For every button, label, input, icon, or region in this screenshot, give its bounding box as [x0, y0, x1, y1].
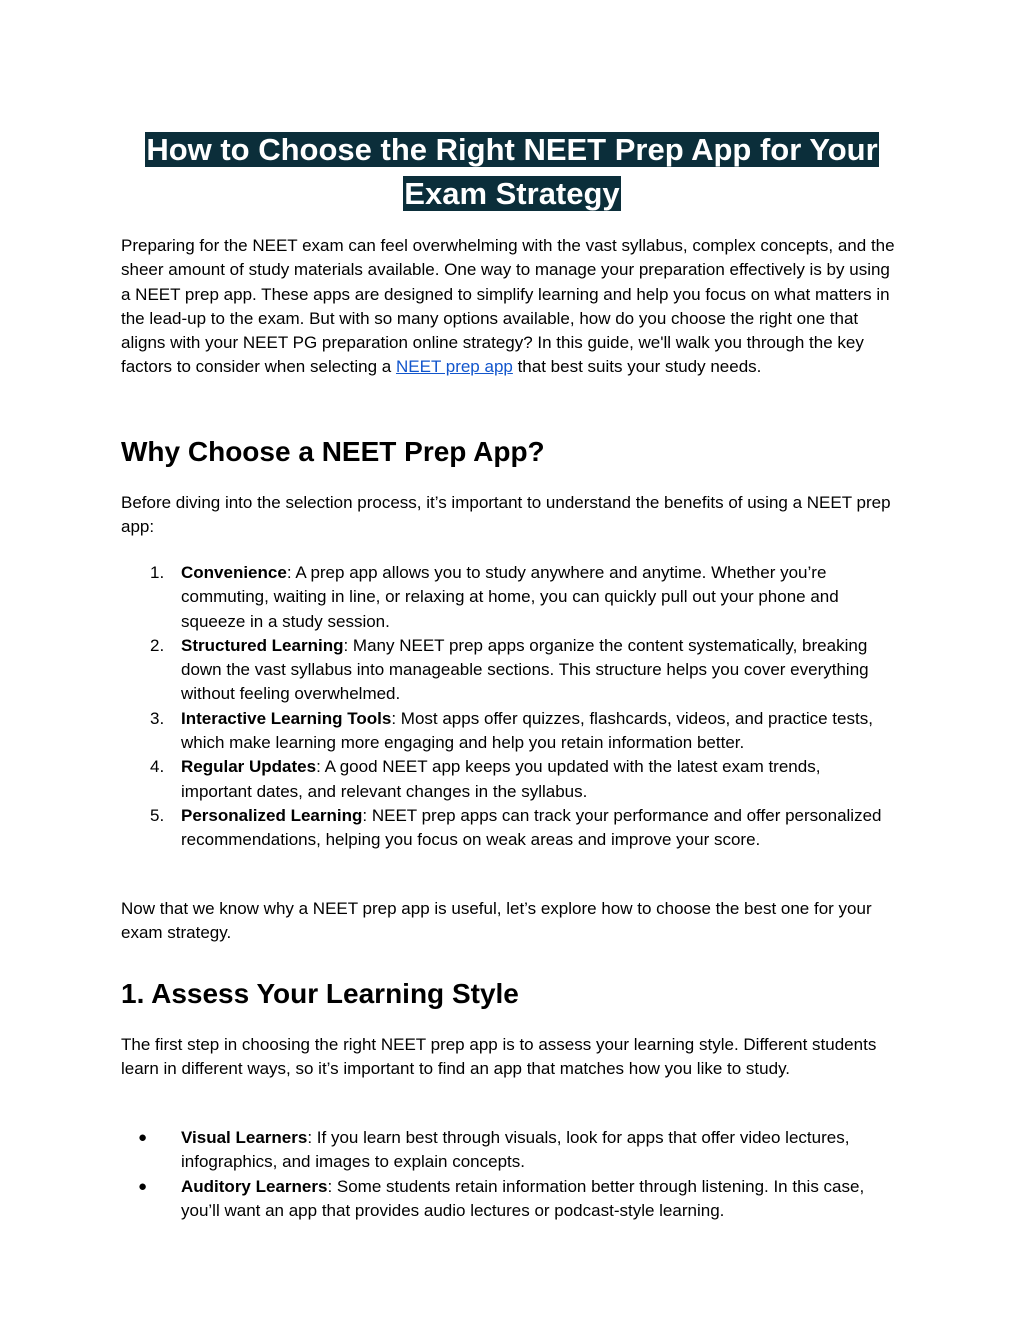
page-title	[0, 128, 1024, 216]
list-item	[150, 804, 896, 853]
item-text: : If you learn best through visuals, look for apps that offer video lectures, infographics, and images to explain concepts.	[181, 1128, 850, 1172]
list-item	[150, 755, 896, 804]
list-item	[150, 707, 896, 756]
assess-lead-paragraph: The first step in choosing the right NEET prep app is to assess your learning style. Different students learn in different ways, so it’s important to find an app that matches how you like to study.	[121, 1035, 877, 1079]
list-number: 1.	[150, 563, 165, 582]
item-text: : A prep app allows you to study anywhere and anytime. Whether you’re commuting, waiting in line, or relaxing at home, you can quickly pull out your phone and squeeze in a study session.	[181, 563, 839, 631]
item-title: Auditory Learners	[181, 1176, 328, 1196]
item-title: Visual Learners	[181, 1128, 308, 1147]
item-title: Convenience	[181, 563, 287, 582]
assess-heading: 1. Assess Your Learning Style	[121, 978, 519, 1009]
intro-text-end: that best suits your study needs.	[512, 357, 762, 377]
benefits-list	[121, 561, 896, 853]
list-number: 2.	[150, 635, 165, 655]
why-heading: Why Choose a NEET Prep App?	[121, 436, 545, 467]
why-lead-paragraph: Before diving into the selection process, it’s important to understand the benefits of using a NEET prep app:	[121, 493, 891, 537]
list-item	[138, 1126, 896, 1175]
item-text: : NEET prep apps can track your performance and offer personalized recommendations, helping you focus on weak areas and improve your score.	[181, 805, 882, 850]
item-text: : Most apps offer quizzes, flashcards, videos, and practice tests, which make learning more engaging and help you retain information better.	[181, 708, 873, 753]
intro-text: Preparing for the NEET exam can feel overwhelming with the vast syllabus, complex concepts, and the sheer amount of study materials available. One way to manage your preparation effectively is by using a NEET prep app. These apps are designed to simplify learning and help you focus on what matters in the lead-up to the exam. But with so many options available, how do you choose the right one that aligns with your NEET PG preparation online strategy? In this guide, we'll walk you through the key factors to consider when selecting a	[121, 236, 895, 377]
list-item	[138, 1175, 896, 1224]
list-number: 4.	[150, 757, 165, 777]
list-number: 5.	[150, 805, 165, 825]
bullet-icon: ●	[138, 1129, 148, 1146]
item-title: Interactive Learning Tools	[181, 708, 392, 728]
item-title: Regular Updates	[181, 757, 317, 777]
title-line-1: How to Choose the Right NEET Prep App for Your	[146, 132, 878, 167]
item-title: Personalized Learning	[181, 805, 363, 825]
item-title: Structured Learning	[181, 635, 344, 655]
bullet-icon: ●	[138, 1177, 148, 1195]
neet-prep-app-link[interactable]: NEET prep app	[395, 357, 513, 377]
item-text: : A good NEET app keeps you updated with the latest exam trends, important dates, and relevant changes in the syllabus.	[181, 757, 821, 801]
title-line-2: Exam Strategy	[404, 176, 620, 211]
list-item	[150, 561, 896, 634]
list-item	[150, 634, 896, 707]
list-number: 3.	[150, 708, 165, 728]
item-text: : Some students retain information better through listening. In this case, you’ll want an app that provides audio lectures or podcast-style learning.	[181, 1176, 865, 1220]
why-closing-paragraph: Now that we know why a NEET prep app is useful, let’s explore how to choose the best one for your exam strategy.	[121, 899, 872, 943]
learning-style-list	[121, 1126, 896, 1223]
intro-paragraph	[121, 234, 896, 380]
item-text: : Many NEET prep apps organize the content systematically, breaking down the vast syllabus into manageable sections. This structure helps you cover everything without feeling overwhelmed.	[181, 635, 869, 704]
